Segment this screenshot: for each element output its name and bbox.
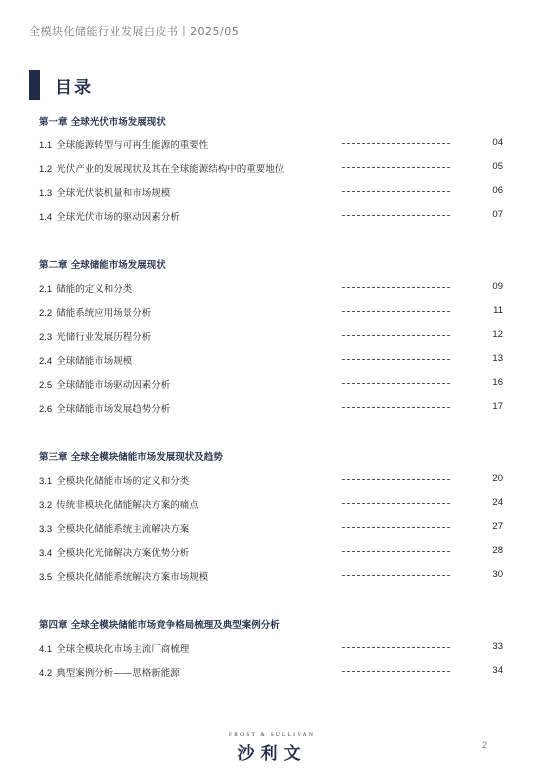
entry-page: 09: [492, 281, 503, 292]
toc-entry[interactable]: [39, 473, 503, 487]
entry-page: 33: [492, 641, 503, 652]
toc-entry[interactable]: [39, 569, 503, 583]
dot-leader: [342, 359, 450, 360]
dot-leader: [342, 479, 450, 480]
toc-entry[interactable]: [39, 281, 503, 295]
entry-number: 1.2: [39, 164, 53, 175]
toc-entry[interactable]: [39, 161, 503, 175]
entry-number: 3.1: [39, 476, 53, 487]
toc-entry[interactable]: [39, 401, 503, 415]
toc-entry[interactable]: [39, 377, 503, 391]
entry-page: 17: [492, 401, 503, 412]
entry-number: 4.2: [39, 668, 53, 679]
entry-title: 全球全模块化市场主流厂商梳理: [56, 644, 190, 655]
entry-title: 典型案例分析——思格新能源: [56, 668, 180, 679]
entry-title: 全球储能市场驱动因素分析: [56, 380, 171, 391]
entry-page: 34: [492, 665, 503, 676]
toc-entry[interactable]: [39, 137, 503, 151]
dot-leader: [342, 335, 450, 336]
entry-title: 全模块化光储解决方案优势分析: [56, 548, 190, 559]
page-number: 2: [482, 740, 488, 750]
entry-page: 20: [492, 473, 503, 484]
entry-page: 07: [492, 209, 503, 220]
entry-number: 2.6: [39, 404, 53, 415]
entry-page: 05: [492, 161, 503, 172]
entry-title: 光伏产业的发展现状及其在全球能源结构中的重要地位: [56, 164, 285, 175]
toc-entry[interactable]: [39, 329, 503, 343]
entry-page: 28: [492, 545, 503, 556]
entry-title: 全模块化储能系统主流解决方案: [56, 524, 190, 535]
dot-leader: [342, 383, 450, 384]
dot-leader: [342, 575, 450, 576]
entry-number: 3.5: [39, 572, 53, 583]
entry-page: 11: [493, 305, 503, 316]
entry-title: 光储行业发展历程分析: [56, 332, 152, 343]
entry-number: 2.1: [39, 284, 53, 295]
entry-number: 1.1: [39, 140, 53, 151]
toc-entry[interactable]: [39, 305, 503, 319]
entry-title: 全球光伏装机量和市场规模: [56, 188, 171, 199]
toc-heading: [29, 70, 93, 100]
chapter-3-title: 第三章 全球全模块储能市场发展现状及趋势: [39, 452, 223, 463]
entry-number: 3.3: [39, 524, 53, 535]
toc-entry[interactable]: [39, 641, 503, 655]
toc-entry[interactable]: [39, 497, 503, 511]
dot-leader: [342, 191, 450, 192]
entry-number: 2.3: [39, 332, 53, 343]
toc-entry[interactable]: [39, 521, 503, 535]
chapter-1-title: 第一章 全球光伏市场发展现状: [39, 117, 166, 128]
chapter-2-title: 第二章 全球储能市场发展现状: [39, 260, 166, 271]
dot-leader: [342, 647, 450, 648]
entry-page: 06: [492, 185, 503, 196]
entry-number: 4.1: [39, 644, 53, 655]
dot-leader: [342, 503, 450, 504]
dot-leader: [342, 311, 450, 312]
entry-title: 全模块化储能系统解决方案市场规模: [56, 572, 209, 583]
entry-title: 全球储能市场发展趋势分析: [56, 404, 171, 415]
entry-page: 24: [492, 497, 503, 508]
entry-number: 2.4: [39, 356, 53, 367]
entry-page: 16: [492, 377, 503, 388]
dot-leader: [342, 671, 450, 672]
dot-leader: [342, 407, 450, 408]
dot-leader: [342, 215, 450, 216]
entry-title: 全模块化储能市场的定义和分类: [56, 476, 190, 487]
entry-page: 12: [492, 329, 503, 340]
entry-number: 3.4: [39, 548, 53, 559]
dot-leader: [342, 143, 450, 144]
entry-title: 全球储能市场规模: [56, 356, 133, 367]
toc-entry[interactable]: [39, 545, 503, 559]
entry-number: 2.2: [39, 308, 53, 319]
entry-title: 储能的定义和分类: [56, 284, 133, 295]
dot-leader: [342, 527, 450, 528]
entry-title: 全球光伏市场的驱动因素分析: [56, 212, 180, 223]
toc-entry[interactable]: [39, 185, 503, 199]
dot-leader: [342, 167, 450, 168]
entry-page: 27: [492, 521, 503, 532]
toc-entry[interactable]: [39, 209, 503, 223]
entry-number: 2.5: [39, 380, 53, 391]
entry-page: 04: [492, 137, 503, 148]
dot-leader: [342, 551, 450, 552]
toc-title: 目录: [55, 77, 93, 98]
frost-sullivan-logo: [212, 732, 332, 764]
entry-page: 13: [492, 353, 503, 364]
entry-title: 储能系统应用场景分析: [56, 308, 152, 319]
entry-title: 传统非模块化储能解决方案的痛点: [56, 500, 199, 511]
logo-chinese-text: 沙利文: [237, 744, 307, 764]
toc-entry[interactable]: [39, 665, 503, 679]
dot-leader: [342, 287, 450, 288]
chapter-4-title: 第四章 全球全模块储能市场竞争格局梳理及典型案例分析: [39, 620, 280, 631]
entry-page: 30: [492, 569, 503, 580]
toc-accent-bar: [29, 70, 40, 100]
entry-number: 1.4: [39, 212, 53, 223]
entry-number: 1.3: [39, 188, 53, 199]
entry-title: 全球能源转型与可再生能源的重要性: [56, 140, 209, 151]
document-header: 全模块化储能行业发展白皮书丨2025/05: [29, 25, 240, 38]
toc-entry[interactable]: [39, 353, 503, 367]
logo-english-text: FROST & SULLIVAN: [228, 732, 316, 738]
entry-number: 3.2: [39, 500, 53, 511]
